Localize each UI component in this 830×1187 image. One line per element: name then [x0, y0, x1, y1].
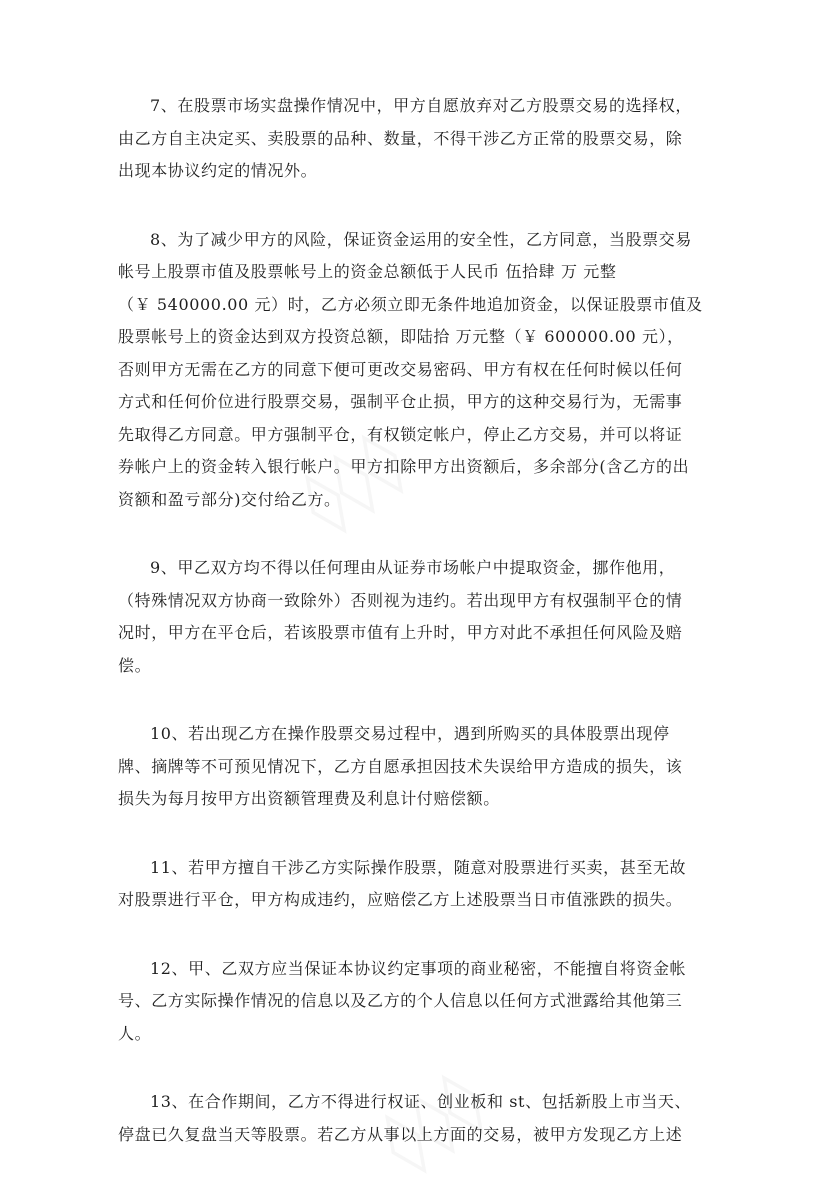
text-line: 对股票进行平仓，甲方构成违约，应赔偿乙方上述股票当日市值涨跌的损失。 — [118, 890, 683, 909]
clause-9 — [118, 552, 718, 682]
text-line: 况时，甲方在平仓后，若该股票市值有上升时，甲方对此不承担任何风险及赔 — [118, 623, 683, 642]
text-line: 股票帐号上的资金达到双方投资总额，即陆拾 万元整（￥ 600000.00 元）， — [118, 327, 684, 346]
clause-12 — [118, 953, 718, 1051]
text-line: 出现本协议约定的情况外。 — [118, 161, 318, 180]
clause-13 — [118, 1086, 718, 1151]
clause-11 — [118, 852, 718, 917]
text-line: 牌、摘牌等不可预见情况下，乙方自愿承担因技术失误给甲方造成的损失，该 — [118, 756, 683, 776]
text-line: 号、乙方实际操作情况的信息以及乙方的个人信息以任何方式泄露给其他第三 — [118, 991, 683, 1010]
text-line: 帐号上股票市值及股票帐号上的资金总额低于人民币 伍拾肆 万 元整 — [118, 262, 617, 281]
text-line: 12、甲、乙双方应当保证本协议约定事项的商业秘密，不能擅自将资金帐 — [150, 958, 687, 978]
clause-8 — [118, 224, 718, 517]
text-line: 11、若甲方擅自干涉乙方实际操作股票，随意对股票进行买卖，甚至无故 — [150, 857, 687, 877]
clause-7 — [118, 90, 718, 188]
text-line: 券帐户上的资金转入银行帐户。甲方扣除甲方出资额后，多余部分(含乙方的出 — [118, 457, 690, 476]
text-line: 由乙方自主决定买、卖股票的品种、数量，不得干涉乙方正常的股票交易，除 — [118, 128, 683, 148]
text-line: 人。 — [118, 1023, 152, 1043]
text-line: 方式和任何价位进行股票交易，强制平仓止损，甲方的这种交易行为，无需事 — [118, 392, 683, 411]
text-line: 8、为了减少甲方的风险，保证资金运用的安全性，乙方同意，当股票交易 — [150, 229, 692, 249]
text-line: 否则甲方无需在乙方的同意下便可更改交易密码、甲方有权在任何时候以任何 — [118, 359, 683, 379]
text-line: 损失为每月按甲方出资额管理费及利息计付赔偿额。 — [118, 789, 500, 808]
text-line: 7、在股票市场实盘操作情况中，甲方自愿放弃对乙方股票交易的选择权， — [150, 96, 692, 115]
text-line: （￥ 540000.00 元）时，乙方必须立即无条件地追加资金，以保证股票市值及 — [118, 294, 703, 314]
text-line: 先取得乙方同意。甲方强制平仓，有权锁定帐户，停止乙方交易，并可以将证 — [118, 424, 683, 444]
text-line: 偿。 — [118, 655, 152, 675]
document-body — [118, 90, 718, 1187]
text-line: 9、甲乙双方均不得以任何理由从证券市场帐户中提取资金，挪作他用， — [150, 558, 676, 577]
text-line: 10、若出现乙方在操作股票交易过程中，遇到所购买的具体股票出现停 — [150, 724, 670, 743]
text-line: （特殊情况双方协商一致除外）否则视为违约。若出现甲方有权强制平仓的情 — [118, 590, 683, 610]
text-line: 资额和盈亏部分)交付给乙方。 — [118, 489, 341, 509]
text-line: 停盘已久复盘当天等股票。若乙方从事以上方面的交易，被甲方发现乙方上述 — [118, 1124, 683, 1144]
text-line: 13、在合作期间，乙方不得进行权证、创业板和 st、包括新股上市当天、 — [150, 1092, 692, 1111]
clause-10 — [118, 718, 718, 816]
